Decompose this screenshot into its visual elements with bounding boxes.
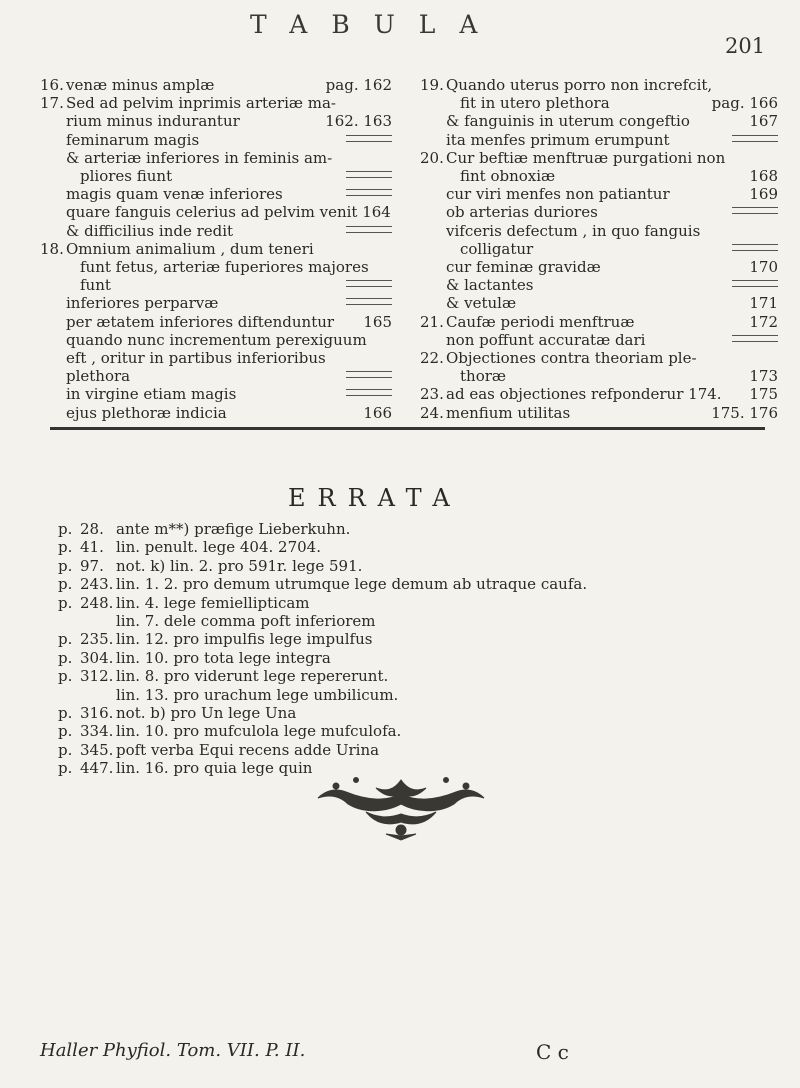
entry-text: cur feminæ gravidæ (446, 258, 601, 277)
section-divider (50, 427, 765, 430)
index-entry (420, 94, 778, 112)
index-entry (420, 276, 778, 294)
entry-page: 172 (749, 312, 778, 331)
index-entry (40, 294, 392, 312)
index-column-right (420, 76, 778, 422)
index-entry (420, 203, 778, 221)
errata-page-number: 248. (80, 593, 114, 612)
entry-text: cur viri menfes non patiantur (446, 185, 670, 204)
index-entry (40, 385, 392, 403)
errata-correction: lin. 13. pro urachum lege umbilicum. (116, 685, 399, 704)
ditto-dash (346, 389, 392, 396)
index-entry (420, 258, 778, 276)
entry-page: 171 (749, 294, 778, 313)
entry-text: venæ minus amplæ (66, 76, 215, 94)
errata-list (58, 520, 758, 778)
entry-text: plethora (66, 367, 131, 386)
index-entry (40, 149, 392, 167)
entry-page: 166 (363, 403, 392, 422)
entry-number: 24. (420, 403, 444, 422)
ditto-dash (732, 335, 778, 342)
index-entry (420, 385, 778, 403)
errata-page-label: p. (58, 538, 73, 557)
entry-text: colligatur (460, 239, 534, 258)
entry-number: 18. (40, 239, 64, 258)
page-title: TABULA (250, 10, 502, 39)
entry-text: Objectiones contra theoriam ple- (446, 349, 697, 368)
index-entry (40, 112, 392, 130)
entry-text: funt fetus, arteriæ fuperiores majores (80, 258, 369, 277)
errata-row (58, 649, 758, 667)
index-entry (40, 222, 392, 240)
errata-correction: lin. 16. pro quia lege quin (116, 759, 313, 778)
index-entry (40, 276, 392, 294)
entry-text: Omnium animalium , dum teneri (66, 239, 314, 258)
ditto-dash (346, 298, 392, 305)
errata-heading: ERRATA (288, 484, 462, 512)
entry-text: & difficilius inde redit (66, 221, 234, 240)
errata-correction: lin. 10. pro mufculola lege mufculofa. (116, 722, 402, 741)
errata-correction: not. b) pro Un lege Una (116, 704, 297, 723)
entry-text: ita menfes primum erumpunt (446, 130, 670, 149)
errata-row (58, 538, 758, 556)
errata-page-label: p. (58, 593, 73, 612)
entry-page: 167 (749, 112, 778, 131)
errata-page-number: 304. (80, 648, 114, 667)
index-entry (40, 131, 392, 149)
errata-page-number: 312. (80, 667, 114, 686)
errata-row (58, 686, 758, 704)
errata-row (58, 520, 758, 538)
entry-page: 175 (749, 385, 778, 404)
errata-page-label: p. (58, 575, 73, 594)
index-entry (420, 131, 778, 149)
errata-row (58, 667, 758, 685)
entry-text: ejus plethoræ indicia (66, 403, 227, 422)
errata-row (58, 575, 758, 593)
errata-correction: lin. 4. lege femiellipticam (116, 593, 310, 612)
entry-page: pag. 162 (325, 76, 392, 94)
index-entry (40, 94, 392, 112)
entry-text: vifceris defectum , in quo fanguis (446, 221, 701, 240)
errata-row (58, 594, 758, 612)
entry-page: 162. 163 (325, 112, 392, 131)
ditto-dash (346, 189, 392, 196)
ditto-dash (346, 171, 392, 178)
entry-text: magis quam venæ inferiores (66, 185, 283, 204)
entry-page: 168 (749, 167, 778, 186)
errata-correction: not. k) lin. 2. pro 591r. lege 591. (116, 556, 363, 575)
entry-text: quando nunc incrementum perexiguum (66, 330, 367, 349)
entry-text: non poffunt accuratæ dari (446, 330, 646, 349)
page-number: 201 (725, 34, 766, 58)
errata-correction: lin. 12. pro impulfis lege impulfus (116, 630, 373, 649)
errata-page-number: 41. (80, 538, 104, 557)
entry-text: Cur beftiæ menftruæ purgationi non (446, 148, 726, 167)
entry-text: in virgine etiam magis (66, 385, 237, 404)
errata-page-label: p. (58, 556, 73, 575)
errata-row (58, 741, 758, 759)
errata-page-label: p. (58, 722, 73, 741)
footer-signature-mark: C c (536, 1040, 569, 1064)
errata-page-number: 235. (80, 630, 114, 649)
errata-page-label: p. (58, 520, 73, 538)
index-entry (420, 331, 778, 349)
entry-number: 17. (40, 94, 64, 113)
errata-page-label: p. (58, 759, 73, 778)
index-entry (420, 185, 778, 203)
index-entry (420, 349, 778, 367)
index-entry (40, 240, 392, 258)
errata-page-number: 334. (80, 722, 114, 741)
ditto-dash (346, 226, 392, 233)
errata-page-number: 316. (80, 704, 114, 723)
index-entry (40, 313, 392, 331)
errata-correction: lin. 8. pro viderunt lege repererunt. (116, 667, 389, 686)
entry-text: inferiores perparvæ (66, 294, 219, 313)
entry-text: funt (80, 276, 111, 295)
entry-number: 22. (420, 349, 444, 368)
index-entry (40, 185, 392, 203)
index-entry (40, 167, 392, 185)
entry-page: 170 (749, 258, 778, 277)
index-entry (420, 240, 778, 258)
errata-correction: lin. 7. dele comma poft inferiorem (116, 612, 376, 631)
ditto-dash (732, 135, 778, 142)
entry-text: ad eas objectiones refponderur 174. (446, 385, 722, 404)
index-entry (420, 294, 778, 312)
errata-row (58, 557, 758, 575)
errata-page-label: p. (58, 740, 73, 759)
errata-correction: ante m**) præfige Lieberkuhn. (116, 520, 351, 538)
errata-correction: lin. 1. 2. pro demum utrumque lege demum ab utraque caufa. (116, 575, 588, 594)
errata-page-number: 345. (80, 740, 114, 759)
entry-text: eft , oritur in partibus inferioribus (66, 349, 326, 368)
floral-ornament-icon (306, 772, 496, 846)
errata-page-number: 97. (80, 556, 104, 575)
entry-number: 19. (420, 76, 444, 94)
entry-number: 20. (420, 148, 444, 167)
ditto-dash (732, 280, 778, 287)
index-entry (420, 149, 778, 167)
index-entry (40, 404, 392, 422)
index-entry (420, 76, 778, 94)
entry-text: Quando uterus porro non increfcit, (446, 76, 713, 94)
entry-page: 173 (749, 367, 778, 386)
index-entry (420, 367, 778, 385)
errata-correction: poft verba Equi recens adde Urina (116, 740, 380, 759)
index-column-left (40, 76, 392, 422)
entry-text: fint obnoxiæ (460, 167, 556, 186)
errata-page-label: p. (58, 630, 73, 649)
ditto-dash (346, 280, 392, 287)
index-entry (40, 331, 392, 349)
errata-page-label: p. (58, 704, 73, 723)
errata-row (58, 612, 758, 630)
entry-text: per ætatem inferiores diftenduntur (66, 312, 335, 331)
errata-correction: lin. 10. pro tota lege integra (116, 648, 331, 667)
entry-text: fit in utero plethora (460, 94, 610, 113)
index-entry (420, 222, 778, 240)
errata-page-label: p. (58, 648, 73, 667)
index-entry (40, 203, 392, 221)
entry-page: 175. 176 (711, 403, 778, 422)
index-entry (420, 404, 778, 422)
entry-text: rium minus indurantur (66, 112, 240, 131)
entry-number: 23. (420, 385, 444, 404)
entry-number: 21. (420, 312, 444, 331)
entry-text: & lactantes (446, 276, 534, 295)
index-entry (420, 112, 778, 130)
ditto-dash (346, 135, 392, 142)
entry-text: menfium utilitas (446, 403, 571, 422)
entry-text: pliores fiunt (80, 167, 173, 186)
index-entry (420, 167, 778, 185)
entry-text: Sed ad pelvim inprimis arteriæ ma- (66, 94, 336, 113)
index-entry (40, 349, 392, 367)
index-entry (40, 367, 392, 385)
errata-correction: lin. penult. lege 404. 2704. (116, 538, 321, 557)
entry-text: & arteriæ inferiores in feminis am- (66, 148, 333, 167)
errata-row (58, 704, 758, 722)
ditto-dash (732, 207, 778, 214)
entry-page: 165 (363, 312, 392, 331)
entry-page: 169 (749, 185, 778, 204)
entry-text: quare fanguis celerius ad pelvim venit 164 (66, 203, 391, 222)
entry-text: ob arterias duriores (446, 203, 598, 222)
footer-signature: Haller Phyfiol. Tom. VII. P. II. (40, 1040, 306, 1061)
errata-page-number: 447. (80, 759, 114, 778)
errata-page-number: 243. (80, 575, 114, 594)
index-entry (40, 258, 392, 276)
entry-text: & vetulæ (446, 294, 517, 313)
errata-row (58, 722, 758, 740)
entry-text: & fanguinis in uterum congeftio (446, 112, 690, 131)
ditto-dash (346, 371, 392, 378)
entry-text: thoræ (460, 367, 506, 386)
errata-page-number: 28. (80, 520, 104, 538)
ditto-dash (732, 244, 778, 251)
entry-text: feminarum magis (66, 130, 200, 149)
entry-number: 16. (40, 76, 64, 94)
entry-text: Caufæ periodi menftruæ (446, 312, 635, 331)
errata-row (58, 630, 758, 648)
entry-page: pag. 166 (711, 94, 778, 113)
errata-page-label: p. (58, 667, 73, 686)
index-entry (40, 76, 392, 94)
index-entry (420, 313, 778, 331)
